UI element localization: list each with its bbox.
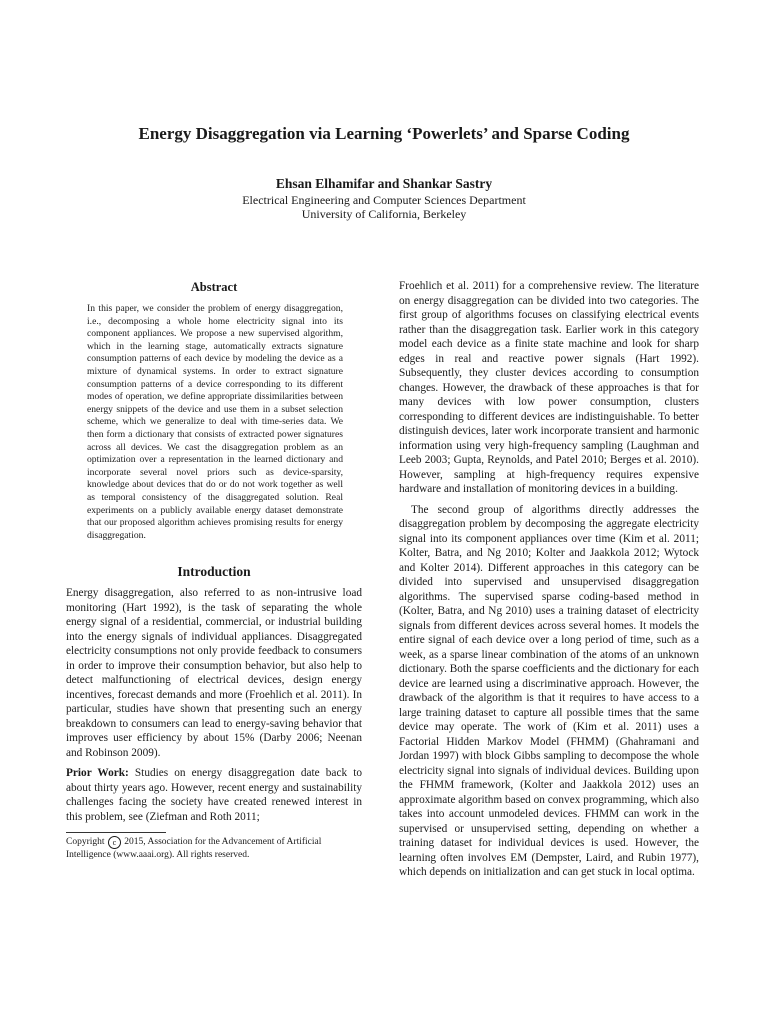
left-column bbox=[66, 279, 362, 861]
paper-title: Energy Disaggregation via Learning ‘Powerlets’ and Sparse Coding bbox=[138, 124, 630, 143]
footnote-rule bbox=[66, 832, 166, 833]
right-paragraph-1: Froehlich et al. 2011) for a comprehensive review. The literature on energy disaggregation can be divided into two categories. The first group of algorithms focuses on classifying electrical events rather than the disaggregation task. Earlier work in this category model each device as a finite state machine and look for sharp edges in real and reactive power signals (Hart 1992). Subsequently, they cluster devices according to consumption changes. However, the drawback of these approaches is that for many devices with low power consumption, clusters corresponding to different devices are indistinguishable. To better distinguish devices, later work incorporate transient and harmonic information using very high-frequency sampling (Laughman and Leeb 2003; Gupta, Reynolds, and Patel 2010; Berges et al. 2010). However, sampling at high-frequency requires expensive hardware and installation of monitoring devices in a building. bbox=[399, 280, 699, 495]
abstract-heading: Abstract bbox=[190, 280, 238, 294]
affiliation-line-2: University of California, Berkeley bbox=[301, 207, 467, 221]
introduction-paragraph-1: Energy disaggregation, also referred to as non-intrusive load monitoring (Hart 1992), is the task of separating the whole energy signal of a residential, commercial, or industrial building into the energy signals of individual appliances. Disaggregated electricity consumptions not only provide feedback to consumers in order to improve their consumption behavior, but also help to detect malfunctioning of electrical devices, design energy incentives, forecast demands and more (Froehlich et al. 2011). In particular, studies have shown that presenting such an energy breakdown to consumers can lead to energy-saving behavior that improves user efficiency by about 15% (Darby 2006; Neenan and Robinson 2009). bbox=[66, 587, 362, 759]
paper-authors: Ehsan Elhamifar and Shankar Sastry bbox=[275, 176, 493, 191]
copyright-footnote bbox=[66, 836, 362, 861]
right-column bbox=[399, 279, 699, 880]
copyright-symbol: c bbox=[108, 836, 121, 849]
right-paragraph-2: The second group of algorithms directly addresses the disaggregation problem by decomposing the aggregate electricity signal into its component appliances over time (Kim et al. 2011; Kolter, Batra, and Ng 2010; Kolter and Jaakkola 2012; Wytock and Kolter 2014). Different approaches in this category can be divided into supervised and unsupervised disaggregation algorithms. The supervised sparse coding-based method in (Kolter, Batra, and Ng 2010) uses a training dataset of electricity signals from different devices across several homes. It models the entire signal of each device over a long period of time, such as a week, as a sparse linear combination of the atoms of an unknown dictionary. Both the sparse coefficients and the dictionary for each device are learned using a discriminative approach. However, the drawback of the algorithm is that it requires to have access to a large training dataset to capture all possible times that the same device may operate. The work of (Kim et al. 2011) uses a Factorial Hidden Markov Model (FHMM) (Ghahramani and Jordan 1997) with block Gibbs sampling to decompose the whole electricity signal into signals of individual devices. Building upon the FHMM framework, (Kolter and Jaakkola 2012) uses an approximate algorithm based on convex programming, which also takes into account unmodeled devices. FHMM can work in the supervised or unsupervised setting, depending on whether a training dataset for individual devices is used. However, the learning often involves EM (Dempster, Laird, and Rubin 1977), which depends on initialization and can get stuck in local optima. bbox=[399, 503, 699, 878]
prior-work-text: Studies on energy disaggregation date back to about thirty years ago. However, recent energy and sustainability challenges facing the society have created renewed interest in this problem, see (Ziefman and Roth 2011; bbox=[66, 767, 362, 823]
copyright-text: 2015, Association for the Advancement of Artificial Intelligence (www.aaai.org). All rights reserved. bbox=[66, 837, 322, 861]
affiliation-line-1: Electrical Engineering and Computer Sciences Department bbox=[242, 193, 526, 207]
prior-work-paragraph bbox=[66, 766, 362, 824]
introduction-heading: Introduction bbox=[177, 564, 251, 580]
abstract-text: In this paper, we consider the problem of energy disaggregation, i.e., decomposing a whole home electricity signal into its component appliances. We propose a new supervised algorithm, which in the learning stage, automatically extracts signature consumption patterns of each device by modeling the device as a mixture of dynamical systems. In order to extract signature consumption patterns of a device corresponding to its different modes of operation, we define appropriate dissimilarities between energy snippets of the device and use them in a subset selection scheme, which we generalize to deal with time-series data. We then form a dictionary that consists of extracted power signatures across all devices. We cast the disaggregation problem as an optimization over a representation in the learned dictionary and incorporate several novel priors such as device-sparsity, knowledge about devices that do or do not work together as well as temporal consistency of the disaggregated solution. Real experiments on a publicly available energy dataset demonstrate that our proposed algorithm achieves promising results for energy disaggregation. bbox=[87, 303, 343, 541]
prior-work-label: Prior Work: bbox=[66, 767, 129, 780]
copyright-prefix: Copyright bbox=[66, 837, 105, 848]
